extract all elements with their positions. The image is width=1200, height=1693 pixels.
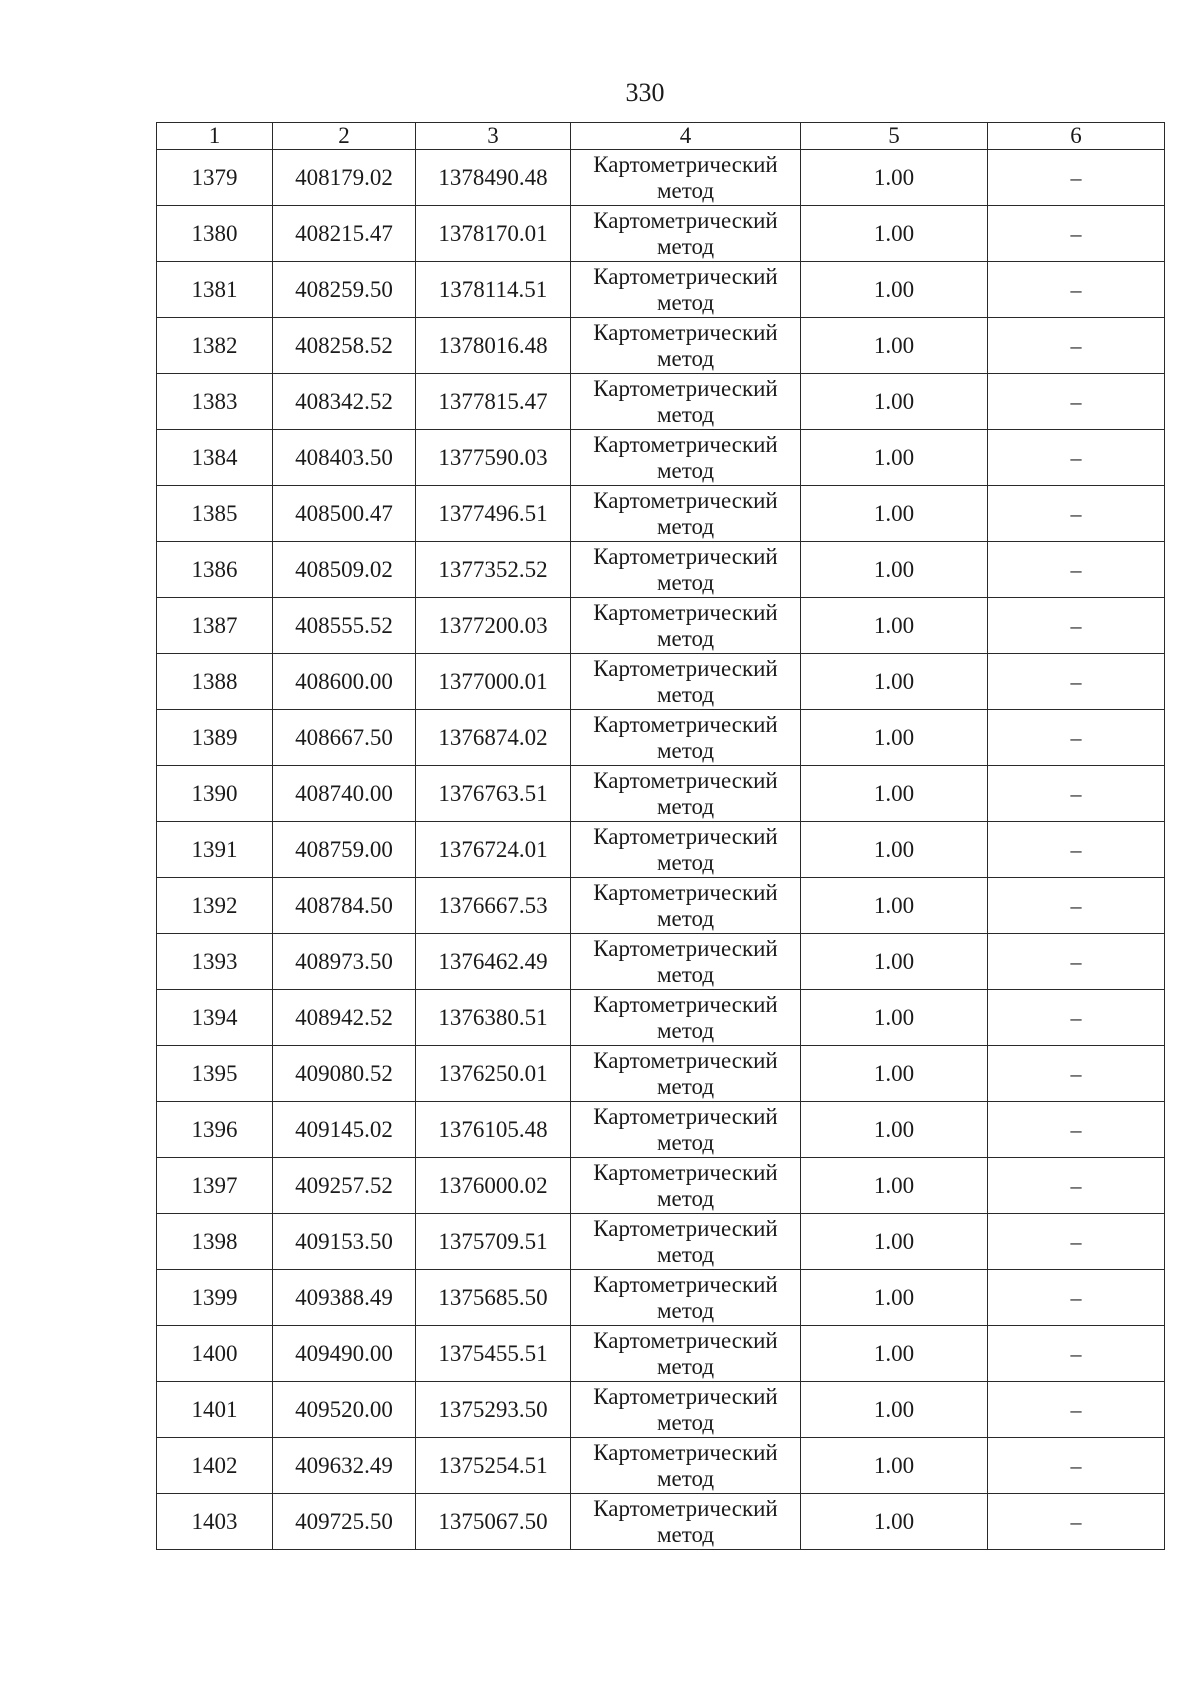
- x-coordinate-cell: 408500.47: [273, 486, 416, 542]
- method-line-1: Картометрический: [593, 1215, 778, 1241]
- note-cell: –: [988, 1382, 1165, 1438]
- accuracy-cell: 1.00: [801, 1438, 988, 1494]
- note-cell: –: [988, 822, 1165, 878]
- method-line-1: Картометрический: [593, 1439, 778, 1465]
- x-coordinate-cell: 409257.52: [273, 1158, 416, 1214]
- point-number-cell: 1402: [157, 1438, 273, 1494]
- method-line-1: Картометрический: [593, 599, 778, 625]
- point-number-cell: 1384: [157, 430, 273, 486]
- method-line-1: Картометрический: [593, 767, 778, 793]
- y-coordinate-cell: 1378016.48: [416, 318, 571, 374]
- x-coordinate-cell: 408740.00: [273, 766, 416, 822]
- method-cell: [571, 1158, 801, 1214]
- note-cell: –: [988, 318, 1165, 374]
- note-cell: –: [988, 1158, 1165, 1214]
- table-body: [157, 150, 1165, 1550]
- method-line-2: метод: [656, 905, 715, 931]
- point-number-cell: 1395: [157, 1046, 273, 1102]
- point-number-cell: 1397: [157, 1158, 273, 1214]
- method-line-2: метод: [656, 1073, 715, 1099]
- note-cell: –: [988, 1326, 1165, 1382]
- table-row: [157, 1438, 1165, 1494]
- method-line-2: метод: [656, 793, 715, 819]
- x-coordinate-cell: 409490.00: [273, 1326, 416, 1382]
- method-line-1: Картометрический: [593, 487, 778, 513]
- table-row: [157, 990, 1165, 1046]
- accuracy-cell: 1.00: [801, 486, 988, 542]
- method-cell: [571, 1102, 801, 1158]
- method-cell: [571, 1382, 801, 1438]
- accuracy-cell: 1.00: [801, 262, 988, 318]
- method-line-1: Картометрический: [593, 935, 778, 961]
- header-cell-3: 3: [416, 123, 571, 150]
- accuracy-cell: 1.00: [801, 1158, 988, 1214]
- method-line-1: Картометрический: [593, 879, 778, 905]
- method-cell: [571, 822, 801, 878]
- y-coordinate-cell: 1377000.01: [416, 654, 571, 710]
- y-coordinate-cell: 1378490.48: [416, 150, 571, 206]
- x-coordinate-cell: 409388.49: [273, 1270, 416, 1326]
- method-line-1: Картометрический: [593, 375, 778, 401]
- method-line-2: метод: [656, 961, 715, 987]
- method-line-1: Картометрический: [593, 1271, 778, 1297]
- accuracy-cell: 1.00: [801, 990, 988, 1046]
- method-cell: [571, 766, 801, 822]
- header-cell-1: 1: [157, 123, 273, 150]
- y-coordinate-cell: 1375455.51: [416, 1326, 571, 1382]
- table-header: [157, 123, 1165, 150]
- x-coordinate-cell: 408942.52: [273, 990, 416, 1046]
- method-line-2: метод: [656, 1185, 715, 1211]
- note-cell: –: [988, 990, 1165, 1046]
- accuracy-cell: 1.00: [801, 1102, 988, 1158]
- x-coordinate-cell: 408403.50: [273, 430, 416, 486]
- table-row: [157, 486, 1165, 542]
- table-row: [157, 1214, 1165, 1270]
- note-cell: –: [988, 1102, 1165, 1158]
- method-line-1: Картометрический: [593, 823, 778, 849]
- x-coordinate-cell: 408759.00: [273, 822, 416, 878]
- point-number-cell: 1379: [157, 150, 273, 206]
- accuracy-cell: 1.00: [801, 206, 988, 262]
- point-number-cell: 1398: [157, 1214, 273, 1270]
- note-cell: –: [988, 1438, 1165, 1494]
- y-coordinate-cell: 1375685.50: [416, 1270, 571, 1326]
- y-coordinate-cell: 1376763.51: [416, 766, 571, 822]
- x-coordinate-cell: 408342.52: [273, 374, 416, 430]
- method-cell: [571, 430, 801, 486]
- y-coordinate-cell: 1376724.01: [416, 822, 571, 878]
- method-line-1: Картометрический: [593, 711, 778, 737]
- accuracy-cell: 1.00: [801, 878, 988, 934]
- method-line-2: метод: [656, 1521, 715, 1547]
- point-number-cell: 1389: [157, 710, 273, 766]
- method-line-2: метод: [656, 681, 715, 707]
- method-line-1: Картометрический: [593, 151, 778, 177]
- method-cell: [571, 1438, 801, 1494]
- method-cell: [571, 1270, 801, 1326]
- method-line-2: метод: [656, 737, 715, 763]
- x-coordinate-cell: 408179.02: [273, 150, 416, 206]
- table-row: [157, 878, 1165, 934]
- y-coordinate-cell: 1377200.03: [416, 598, 571, 654]
- method-cell: [571, 598, 801, 654]
- method-line-2: метод: [656, 345, 715, 371]
- note-cell: –: [988, 206, 1165, 262]
- table-row: [157, 654, 1165, 710]
- note-cell: –: [988, 598, 1165, 654]
- method-cell: [571, 990, 801, 1046]
- table-row: [157, 1046, 1165, 1102]
- note-cell: –: [988, 486, 1165, 542]
- method-cell: [571, 710, 801, 766]
- note-cell: –: [988, 542, 1165, 598]
- method-line-1: Картометрический: [593, 207, 778, 233]
- header-cell-2: 2: [273, 123, 416, 150]
- x-coordinate-cell: 408258.52: [273, 318, 416, 374]
- x-coordinate-cell: 408600.00: [273, 654, 416, 710]
- method-cell: [571, 542, 801, 598]
- method-line-1: Картометрический: [593, 1103, 778, 1129]
- method-line-1: Картометрический: [593, 1495, 778, 1521]
- method-line-2: метод: [656, 233, 715, 259]
- y-coordinate-cell: 1377815.47: [416, 374, 571, 430]
- y-coordinate-cell: 1375254.51: [416, 1438, 571, 1494]
- method-line-2: метод: [656, 1353, 715, 1379]
- point-number-cell: 1394: [157, 990, 273, 1046]
- method-cell: [571, 1326, 801, 1382]
- method-line-2: метод: [656, 457, 715, 483]
- method-line-1: Картометрический: [593, 319, 778, 345]
- point-number-cell: 1392: [157, 878, 273, 934]
- accuracy-cell: 1.00: [801, 430, 988, 486]
- note-cell: –: [988, 710, 1165, 766]
- coordinates-table: [156, 122, 1165, 1550]
- method-line-2: метод: [656, 401, 715, 427]
- method-cell: [571, 486, 801, 542]
- header-cell-5: 5: [801, 123, 988, 150]
- x-coordinate-cell: 409080.52: [273, 1046, 416, 1102]
- accuracy-cell: 1.00: [801, 542, 988, 598]
- method-line-2: метод: [656, 289, 715, 315]
- method-line-1: Картометрический: [593, 543, 778, 569]
- x-coordinate-cell: 409153.50: [273, 1214, 416, 1270]
- accuracy-cell: 1.00: [801, 1046, 988, 1102]
- table-row: [157, 1102, 1165, 1158]
- method-line-2: метод: [656, 1017, 715, 1043]
- table-row: [157, 1158, 1165, 1214]
- table-row: [157, 710, 1165, 766]
- x-coordinate-cell: 408667.50: [273, 710, 416, 766]
- y-coordinate-cell: 1375709.51: [416, 1214, 571, 1270]
- method-cell: [571, 934, 801, 990]
- method-cell: [571, 262, 801, 318]
- method-line-2: метод: [656, 569, 715, 595]
- method-cell: [571, 878, 801, 934]
- note-cell: –: [988, 150, 1165, 206]
- method-line-1: Картометрический: [593, 263, 778, 289]
- note-cell: –: [988, 878, 1165, 934]
- method-line-2: метод: [656, 1129, 715, 1155]
- table-row: [157, 374, 1165, 430]
- table-row: [157, 1494, 1165, 1550]
- y-coordinate-cell: 1376874.02: [416, 710, 571, 766]
- table-row: [157, 430, 1165, 486]
- method-cell: [571, 1214, 801, 1270]
- point-number-cell: 1399: [157, 1270, 273, 1326]
- accuracy-cell: 1.00: [801, 934, 988, 990]
- point-number-cell: 1390: [157, 766, 273, 822]
- y-coordinate-cell: 1375293.50: [416, 1382, 571, 1438]
- note-cell: –: [988, 374, 1165, 430]
- method-line-1: Картометрический: [593, 1047, 778, 1073]
- accuracy-cell: 1.00: [801, 822, 988, 878]
- accuracy-cell: 1.00: [801, 654, 988, 710]
- accuracy-cell: 1.00: [801, 598, 988, 654]
- method-line-1: Картометрический: [593, 1159, 778, 1185]
- note-cell: –: [988, 766, 1165, 822]
- accuracy-cell: 1.00: [801, 766, 988, 822]
- table-row: [157, 150, 1165, 206]
- method-line-1: Картометрический: [593, 1383, 778, 1409]
- table-row: [157, 934, 1165, 990]
- point-number-cell: 1388: [157, 654, 273, 710]
- accuracy-cell: 1.00: [801, 1494, 988, 1550]
- method-line-2: метод: [656, 513, 715, 539]
- x-coordinate-cell: 408259.50: [273, 262, 416, 318]
- method-line-1: Картометрический: [593, 655, 778, 681]
- x-coordinate-cell: 409520.00: [273, 1382, 416, 1438]
- method-line-2: метод: [656, 1241, 715, 1267]
- note-cell: –: [988, 654, 1165, 710]
- table-row: [157, 822, 1165, 878]
- point-number-cell: 1393: [157, 934, 273, 990]
- table-row: [157, 1382, 1165, 1438]
- y-coordinate-cell: 1377590.03: [416, 430, 571, 486]
- method-line-2: метод: [656, 625, 715, 651]
- y-coordinate-cell: 1376105.48: [416, 1102, 571, 1158]
- x-coordinate-cell: 408555.52: [273, 598, 416, 654]
- method-line-2: метод: [656, 849, 715, 875]
- x-coordinate-cell: 409725.50: [273, 1494, 416, 1550]
- table-row: [157, 262, 1165, 318]
- table-row: [157, 542, 1165, 598]
- method-cell: [571, 374, 801, 430]
- method-line-2: метод: [656, 177, 715, 203]
- accuracy-cell: 1.00: [801, 710, 988, 766]
- point-number-cell: 1386: [157, 542, 273, 598]
- note-cell: –: [988, 1270, 1165, 1326]
- method-cell: [571, 150, 801, 206]
- table-row: [157, 318, 1165, 374]
- method-line-1: Картометрический: [593, 991, 778, 1017]
- point-number-cell: 1401: [157, 1382, 273, 1438]
- point-number-cell: 1381: [157, 262, 273, 318]
- x-coordinate-cell: 409145.02: [273, 1102, 416, 1158]
- x-coordinate-cell: 408973.50: [273, 934, 416, 990]
- y-coordinate-cell: 1376462.49: [416, 934, 571, 990]
- note-cell: –: [988, 934, 1165, 990]
- method-line-2: метод: [656, 1465, 715, 1491]
- point-number-cell: 1382: [157, 318, 273, 374]
- point-number-cell: 1383: [157, 374, 273, 430]
- table-row: [157, 206, 1165, 262]
- x-coordinate-cell: 409632.49: [273, 1438, 416, 1494]
- accuracy-cell: 1.00: [801, 1214, 988, 1270]
- table-row: [157, 1326, 1165, 1382]
- y-coordinate-cell: 1375067.50: [416, 1494, 571, 1550]
- table-row: [157, 598, 1165, 654]
- accuracy-cell: 1.00: [801, 1270, 988, 1326]
- point-number-cell: 1385: [157, 486, 273, 542]
- point-number-cell: 1387: [157, 598, 273, 654]
- point-number-cell: 1380: [157, 206, 273, 262]
- note-cell: –: [988, 1494, 1165, 1550]
- header-row: [157, 123, 1165, 150]
- table-row: [157, 1270, 1165, 1326]
- accuracy-cell: 1.00: [801, 374, 988, 430]
- y-coordinate-cell: 1378114.51: [416, 262, 571, 318]
- accuracy-cell: 1.00: [801, 150, 988, 206]
- header-cell-6: 6: [988, 123, 1165, 150]
- table-row: [157, 766, 1165, 822]
- y-coordinate-cell: 1378170.01: [416, 206, 571, 262]
- page-number: 330: [625, 78, 665, 107]
- method-cell: [571, 1494, 801, 1550]
- accuracy-cell: 1.00: [801, 318, 988, 374]
- note-cell: –: [988, 1046, 1165, 1102]
- x-coordinate-cell: 408509.02: [273, 542, 416, 598]
- point-number-cell: 1400: [157, 1326, 273, 1382]
- method-cell: [571, 654, 801, 710]
- point-number-cell: 1396: [157, 1102, 273, 1158]
- y-coordinate-cell: 1376250.01: [416, 1046, 571, 1102]
- note-cell: –: [988, 262, 1165, 318]
- point-number-cell: 1391: [157, 822, 273, 878]
- y-coordinate-cell: 1377496.51: [416, 486, 571, 542]
- y-coordinate-cell: 1376667.53: [416, 878, 571, 934]
- y-coordinate-cell: 1377352.52: [416, 542, 571, 598]
- y-coordinate-cell: 1376380.51: [416, 990, 571, 1046]
- x-coordinate-cell: 408784.50: [273, 878, 416, 934]
- note-cell: –: [988, 430, 1165, 486]
- point-number-cell: 1403: [157, 1494, 273, 1550]
- note-cell: –: [988, 1214, 1165, 1270]
- method-cell: [571, 206, 801, 262]
- method-line-2: метод: [656, 1297, 715, 1323]
- method-cell: [571, 1046, 801, 1102]
- x-coordinate-cell: 408215.47: [273, 206, 416, 262]
- accuracy-cell: 1.00: [801, 1382, 988, 1438]
- y-coordinate-cell: 1376000.02: [416, 1158, 571, 1214]
- header-cell-4: 4: [571, 123, 801, 150]
- method-cell: [571, 318, 801, 374]
- method-line-1: Картометрический: [593, 431, 778, 457]
- method-line-2: метод: [656, 1409, 715, 1435]
- accuracy-cell: 1.00: [801, 1326, 988, 1382]
- method-line-1: Картометрический: [593, 1327, 778, 1353]
